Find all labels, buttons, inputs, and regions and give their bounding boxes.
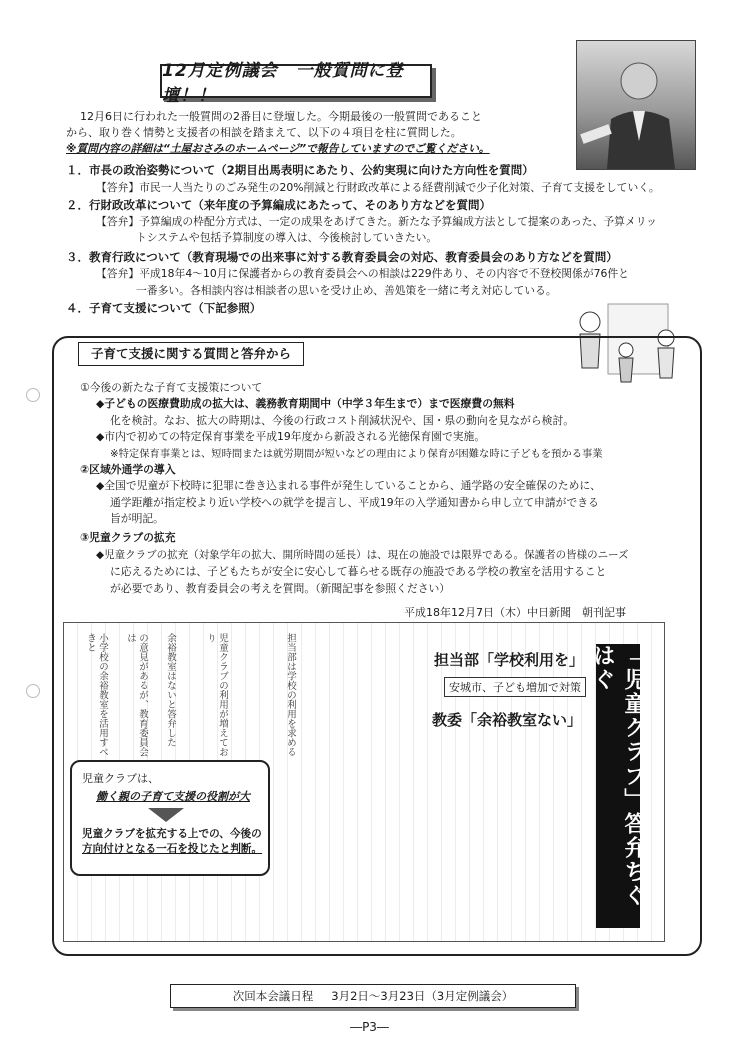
intro-line-2: から、取り巻く情勢と支援者の相談を踏まえて、以下の４項目を柱に質問した。 (66, 126, 462, 139)
punch-hole (26, 388, 40, 402)
summary-line-4: 方向付けとなる一石を投じたと判断。 (82, 843, 263, 855)
newspaper-headline: 「児童クラブ」答弁ちぐはぐ (596, 644, 640, 928)
qa-line: が必要であり、教育委員会の考えを質問。（新聞記事を参照ください） (110, 582, 451, 595)
section-answer-1: 【答弁】市民一人当たりのごみ発生の20%削減と行財政改革による経費削減で少子化対策、子育て支援をしていく。 (96, 181, 660, 194)
section-answer-3b: 一番多い。各相談内容は相談者の思いを受け止め、善処策を一緒に考え対応している。 (136, 284, 557, 297)
newspaper-column: 小学校の余裕教室を活用すべきと (85, 633, 108, 757)
qa-line: ②区域外通学の導入 (80, 463, 176, 476)
qa-panel-title: 子育て支援に関する質問と答弁から (78, 342, 304, 366)
qa-line: ※特定保育事業とは、短時間または就労期間が短いなどの理由により保育が困難な時に子どもを預かる事業 (110, 448, 603, 460)
section-heading-2: ２．行財政改革について（来年度の予算編成にあたって、そのあり方などを質問） (66, 198, 492, 212)
newspaper-column: の意見があるが、教育委員会は (125, 633, 148, 757)
qa-line: ①今後の新たな子育て支援策について (80, 381, 263, 394)
schedule-dates: 3月2日～3月23日（3月定例議会） (331, 989, 514, 1003)
arrow-down-icon (148, 808, 184, 822)
summary-box (70, 760, 270, 876)
qa-line: ◆児童クラブの拡充（対象学年の拡大、開所時間の延長）は、現在の施設では限界である。保護者の皆様のニーズ (96, 549, 629, 561)
qa-line: ◆子どもの医療費助成の拡大は、義務教育期間中（中学３年生まで）まで医療費の無料 (96, 397, 515, 410)
section-answer-2a: 【答弁】予算編成の枠配分方式は、一定の成果をあげてきた。新たな予算編成方法として提案のあった、予算メリッ (96, 215, 657, 228)
section-answer-3a: 【答弁】平成18年4～10月に保護者からの教育委員会への相談は229件あり、その内容で不登校関係が76件と (96, 267, 629, 280)
next-session-schedule (170, 984, 576, 1008)
section-heading-4: ４．子育て支援について（下記参照） (66, 301, 262, 315)
punch-hole (26, 684, 40, 698)
newspaper-column: 担当部は学校の利用を求める (285, 633, 296, 757)
section-answer-2b: トシステムや包括予算制度の導入は、今後検討していきたい。 (136, 231, 438, 244)
qa-line: 旨が明記。 (110, 512, 164, 525)
schedule-label: 次回本会議日程 (232, 989, 314, 1003)
newspaper-column: 児童クラブの利用が増えており (205, 633, 228, 757)
qa-line: に応えるためには、子どもたちが安全に安心して暮らせる既存の施設である学校の教室を活用すること (110, 565, 607, 578)
summary-line-3: 児童クラブを拡充する上での、今後の (82, 828, 262, 840)
summary-line-1: 児童クラブは、 (82, 772, 159, 785)
qa-line: ③児童クラブの拡充 (80, 531, 176, 544)
section-heading-3: ３．教育行政について（教育現場での出来事に対する教育委員会の対応、教育委員会のあり方などを質問） (66, 250, 618, 264)
sub-headline-3: 教委「余裕教室ない」 (432, 711, 583, 729)
newspaper-source: 平成18年12月7日（木）中日新聞 朝刊記事 (404, 606, 626, 619)
page-title: 12月定例議会 一般質問に登壇！！ (160, 64, 432, 98)
qa-line: ◆全国で児童が下校時に犯罪に巻き込まれる事件が発生していることから、通学路の安全確保のために、 (96, 479, 601, 492)
intro-line-1: 12月6日に行われた一般質問の2番目に登壇した。今期最後の一般質問であること (80, 110, 482, 123)
qa-line: ◆市内で初めての特定保育事業を平成19年度から新設される光徳保育園で実施。 (96, 430, 486, 443)
sub-headline-2: 安城市、子ども増加で対策 (444, 677, 586, 697)
sub-headline-1: 担当部「学校利用を」 (434, 651, 585, 669)
qa-line: 通学距離が指定校より近い学校への就学を提言し、平成19年の入学通知書から申し立て申請ができる (110, 496, 599, 509)
speaker-photo (576, 40, 696, 170)
newspaper-column: 余裕教室はないと答弁した (165, 633, 176, 747)
qa-line: 化を検討。なお、拡大の時期は、今後の行政コスト削減状況や、国・県の動向を見ながら検討。 (110, 414, 575, 427)
summary-line-2: 働く親の子育て支援の役割が大 (96, 790, 250, 803)
homepage-note: ※質問内容の詳細は“土屋おさみのホームページ”で報告していますのでご覧ください。 (66, 142, 490, 155)
page-number: ―P3― (350, 1020, 389, 1034)
section-heading-1: １．市長の政治姿勢について（2期目出馬表明にあたり、公約実現に向けた方向性を質問） (66, 163, 534, 177)
